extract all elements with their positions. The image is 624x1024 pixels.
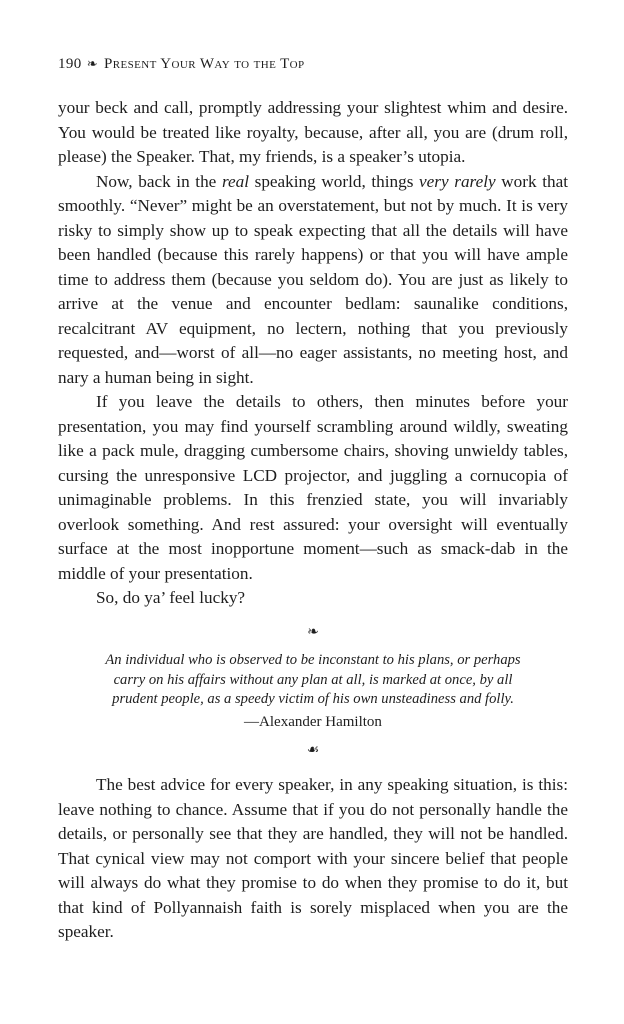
fleuron-top-icon: ❧: [307, 625, 319, 640]
paragraph-leave-details: If you leave the details to others, then minutes before your presentation, you may find yourself scrambling around wildly, sweating like a pack mule, dragging cumbersome chairs, shoving unwieldy tables, cursing the unresponsive LCD projector, and juggling a cornucopia of unimaginable problems. In this frenzied state, you will invariably overlook something. And rest assured: your oversight will eventually surface at the most inopportune moment—such as smack-dab in the middle of your presentation.: [58, 392, 568, 583]
running-title: Present Your Way to the Top: [104, 56, 305, 72]
emphasis-real: real: [221, 171, 249, 191]
quote-line: prudent people, as a speedy victim of his own unsteadiness and folly.: [112, 691, 514, 707]
paragraph-best-advice: The best advice for every speaker, in any speaking situation, is this: leave nothing to chance. Assume that if you do not personally handle the details, or personally see that they are handled, they will not be handled. That cynical view may not comport with your sincere belief that people will always do what they promise to do when they promise to do it, but that kind of Pollyannaish faith is sorely misplaced when you are the speaker.: [58, 775, 568, 941]
fleuron-bottom-icon: ☙: [306, 743, 320, 758]
quote-attribution: —Alexander Hamilton: [244, 714, 382, 730]
paragraph-feel-lucky: So, do ya’ feel lucky?: [96, 588, 246, 607]
quote-line: carry on his affairs without any plan at all, is marked at once, by all: [113, 671, 513, 688]
epigraph-quote: [58, 651, 568, 710]
paragraph-text: speaking world, things: [249, 171, 420, 191]
paragraph-continued: your beck and call, promptly addressing your slightest whim and desire. You would be treated like royalty, because, after all, you are (drum roll, please) the Speaker. That, my friends, is a speaker’s utopia.: [58, 98, 568, 166]
paragraph-text: work that smoothly. “Never” might be an overstatement, but not by much. It is very risky to simply show up to speak expecting that all the details will have been handled (because this rarely happens) or that you will have ample time to address them (because you seldom do). You are just as likely to arrive at the venue and encounter bedlam: saunalike conditions, recalcitrant AV equipment, no lectern, nothing that you previously requested, and—worst of all—no eager assistants, no meeting host, and nary a human being in sight.: [58, 171, 568, 387]
body-text: [58, 96, 568, 611]
emphasis-very-rarely: very rarely: [419, 171, 496, 191]
page-number: 190: [58, 56, 82, 72]
fleuron-icon: ❧: [86, 56, 98, 71]
paragraph-text: Now, back in the: [96, 171, 222, 191]
closing-text: [58, 773, 568, 945]
paragraph-real-world: [58, 170, 568, 391]
running-head: [58, 56, 305, 73]
quote-line: An individual who is observed to be inconstant to his plans, or perhaps: [105, 652, 521, 668]
